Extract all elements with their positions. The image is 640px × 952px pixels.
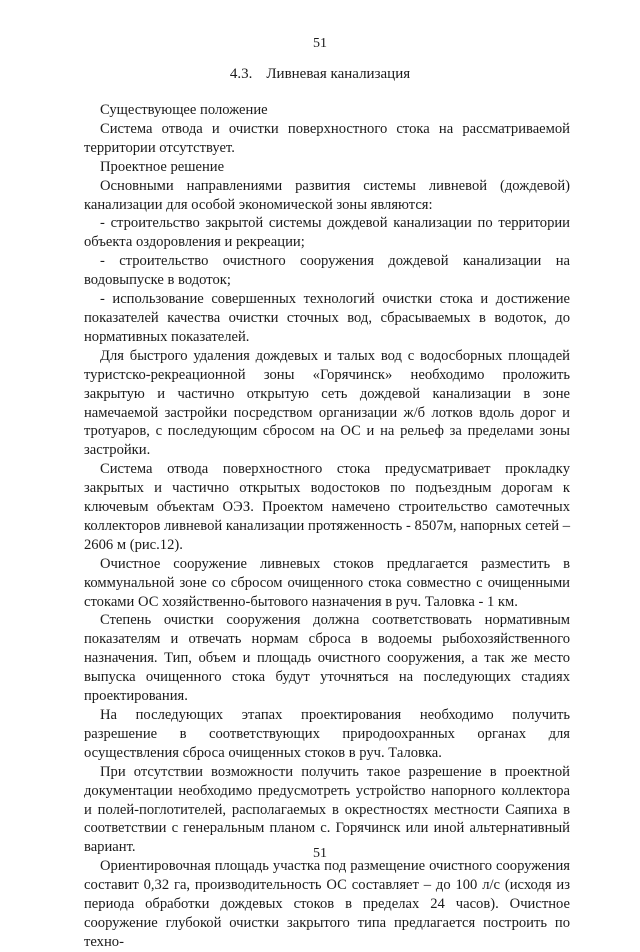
page-number-top: 51 [313, 36, 327, 51]
list-item: - строительство очистного сооружения дождевой канализации на водовыпуске в водоток; [84, 253, 570, 289]
paragraph: Степень очистки сооружения должна соответствовать нормативным показателям и отвечать нормам сброса в водоемы рыбохозяйственного назначения. Тип, объем и площадь очистного сооружения, а так же место выпуска очищенного стока будут уточняться на последующих стадиях проектирования. [84, 612, 570, 705]
paragraph: При отсутствии возможности получить такое разрешение в проектной документации необходимо предусмотреть устройство напорного коллектора и полей-поглотителей, располагаемых в окрестностях местности Саяпиха в соответствии с генеральным планом с. Горячинск или иной альтернативный вариант. [84, 763, 570, 856]
paragraph: Очистное сооружение ливневых стоков предлагается разместить в коммунальной зоне со сбросом очищенного стока совместно с очищенными стоками ОС хозяйственно-бытового назначения в руч. Таловка - 1 км. [84, 555, 570, 610]
paragraph-design-solution-heading: Проектное решение [100, 158, 225, 175]
paragraph: На последующих этапах проектирования необходимо получить разрешение в соответствующих природоохранных органах для осуществления сброса очищенных стоков в руч. Таловка. [84, 707, 570, 761]
paragraph: Для быстрого удаления дождевых и талых вод с водосборных площадей туристско-рекреационной зоны «Горячинск» необходимо проложить закрытую и частично открытую сеть дождевой канализации в зоне намечаемой застройки посредством организации ж/б лотков вдоль дорог и тротуаров, с последующим сбросом на ОС и на рельеф за пределами зоны застройки. [84, 347, 570, 459]
paragraph-existing-state-heading: Существующее положение [100, 102, 268, 118]
list-item: - использование совершенных технологий очистки стока и достижение показателей качества очистки сточных вод, сбрасываемых в водоток, до нормативных показателей. [84, 291, 570, 345]
section-title: Ливневая канализация [266, 66, 411, 82]
document-body [84, 101, 570, 952]
section-heading [0, 66, 640, 83]
list-item: - строительство закрытой системы дождевой канализации по территории объекта оздоровления и рекреации; [84, 215, 570, 251]
paragraph: Система отвода и очистки поверхностного стока на рассматриваемой территории отсутствует. [84, 120, 570, 156]
section-number: 4.3. [229, 66, 253, 82]
page-number-bottom: 51 [313, 846, 327, 861]
paragraph: Ориентировочная площадь участка под размещение очистного сооружения составит 0,32 га, производительность ОС составляет – до 100 л/с (исходя из периода обработки дождевых стоков в пределах 24 часов). Очистное сооружение глубокой очистки закрытого типа предлагается построить по техно- [84, 858, 570, 950]
paragraph: Система отвода поверхностного стока предусматривает прокладку закрытых и частично открытых водостоков по подъездным дорогам к ключевым объектам ОЭЗ. Проектом намечено строительство самотечных коллекторов ливневой канализации протяженность - 8507м, напорных сетей – 2606 м (рис.12). [84, 461, 570, 553]
paragraph: Основными направлениями развития системы ливневой (дождевой) канализации для особой экономической зоны являются: [84, 177, 570, 213]
